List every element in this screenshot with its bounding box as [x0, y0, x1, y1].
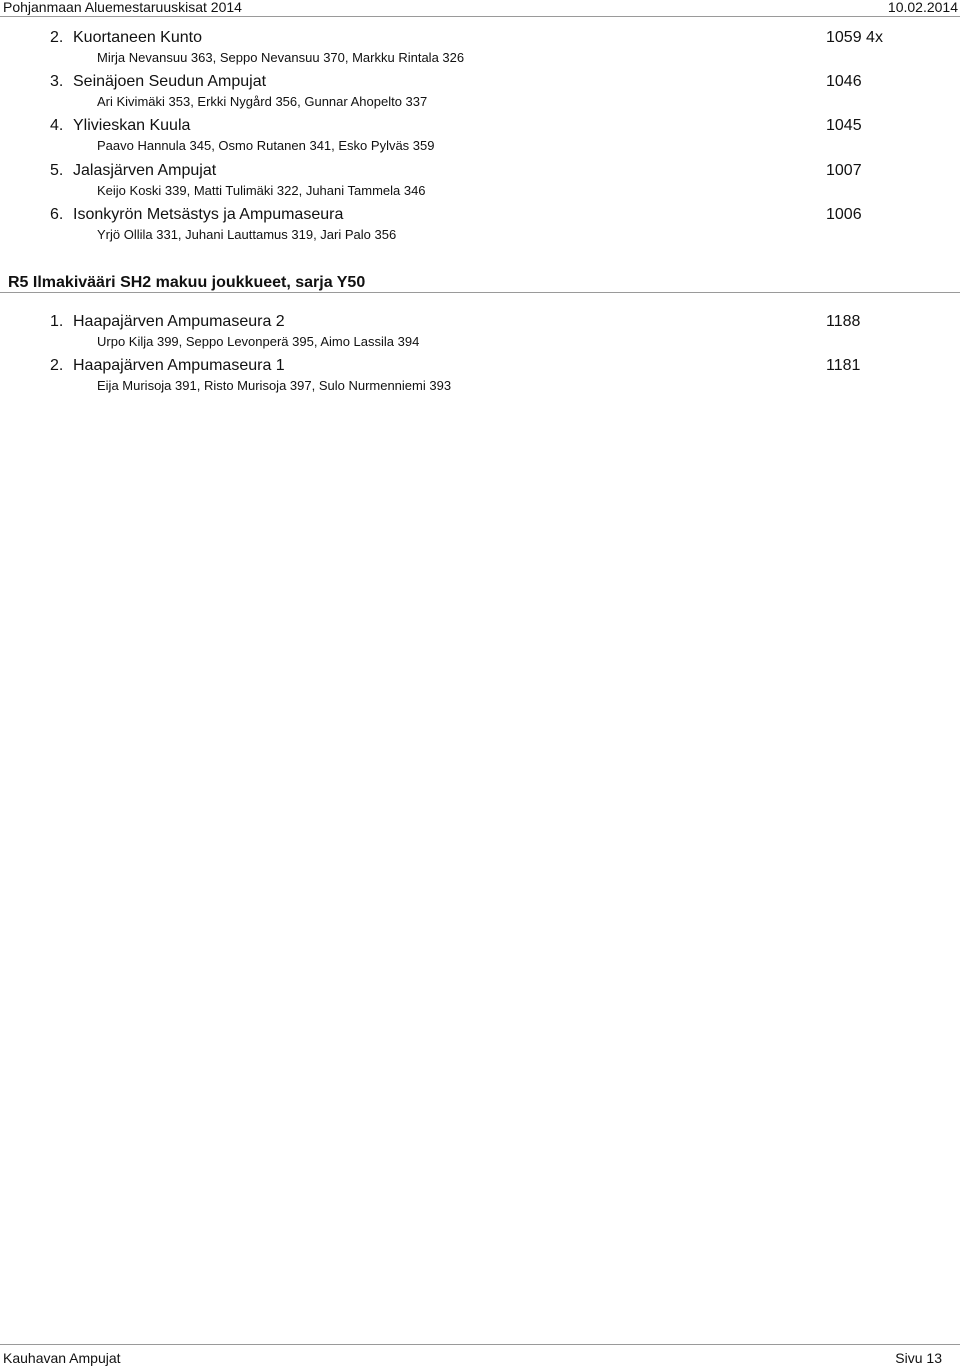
- team-score: 1059 4x: [826, 29, 883, 46]
- team-members: Urpo Kilja 399, Seppo Levonperä 395, Aimo Lassila 394: [97, 334, 420, 349]
- team-name: Seinäjoen Seudun Ampujat: [73, 73, 267, 90]
- rank: 4.: [50, 117, 64, 134]
- team-members: Paavo Hannula 345, Osmo Rutanen 341, Esko Pylväs 359: [97, 138, 435, 153]
- team-score: 1188: [826, 313, 861, 330]
- result-entry: [0, 162, 960, 206]
- rank: 1.: [50, 313, 64, 330]
- rank: 2.: [50, 357, 64, 374]
- team-name: Haapajärven Ampumaseura 1: [73, 357, 285, 374]
- team-score: 1045: [826, 117, 862, 134]
- team-name: Haapajärven Ampumaseura 2: [73, 313, 285, 330]
- document-title: Pohjanmaan Aluemestaruuskisat 2014: [3, 0, 242, 15]
- team-members: Keijo Koski 339, Matti Tulimäki 322, Juhani Tammela 346: [97, 183, 426, 198]
- team-name: Kuortaneen Kunto: [73, 29, 202, 46]
- result-entry: [0, 73, 960, 117]
- team-name: Jalasjärven Ampujat: [73, 162, 217, 179]
- result-entry: [0, 357, 960, 401]
- team-members: Yrjö Ollila 331, Juhani Lauttamus 319, Jari Palo 356: [97, 227, 397, 242]
- team-members: Ari Kivimäki 353, Erkki Nygård 356, Gunnar Ahopelto 337: [97, 94, 428, 109]
- page-footer: [0, 1344, 960, 1366]
- page-header: [0, 0, 960, 17]
- section-divider: [0, 292, 960, 293]
- rank: 6.: [50, 206, 64, 223]
- document-date: 10.02.2014: [887, 0, 958, 15]
- rank: 3.: [50, 73, 64, 90]
- club-name: Kauhavan Ampujat: [3, 1350, 121, 1366]
- team-score: 1006: [826, 206, 862, 223]
- section-title: R5 Ilmakivääri SH2 makuu joukkueet, sarja Y50: [8, 274, 366, 291]
- team-score: 1181: [826, 357, 861, 374]
- team-name: Isonkyrön Metsästys ja Ampumaseura: [73, 206, 344, 223]
- rank: 5.: [50, 162, 64, 179]
- result-entry: [0, 206, 960, 250]
- team-score: 1046: [826, 73, 862, 90]
- team-score: 1007: [826, 162, 862, 179]
- page-number: Sivu 13: [895, 1350, 942, 1366]
- team-name: Ylivieskan Kuula: [73, 117, 191, 134]
- team-members: Mirja Nevansuu 363, Seppo Nevansuu 370, Markku Rintala 326: [97, 50, 465, 65]
- result-entry: [0, 313, 960, 357]
- rank: 2.: [50, 29, 64, 46]
- result-entry: [0, 117, 960, 161]
- result-entry: [0, 29, 960, 73]
- team-members: Eija Murisoja 391, Risto Murisoja 397, Sulo Nurmenniemi 393: [97, 378, 452, 393]
